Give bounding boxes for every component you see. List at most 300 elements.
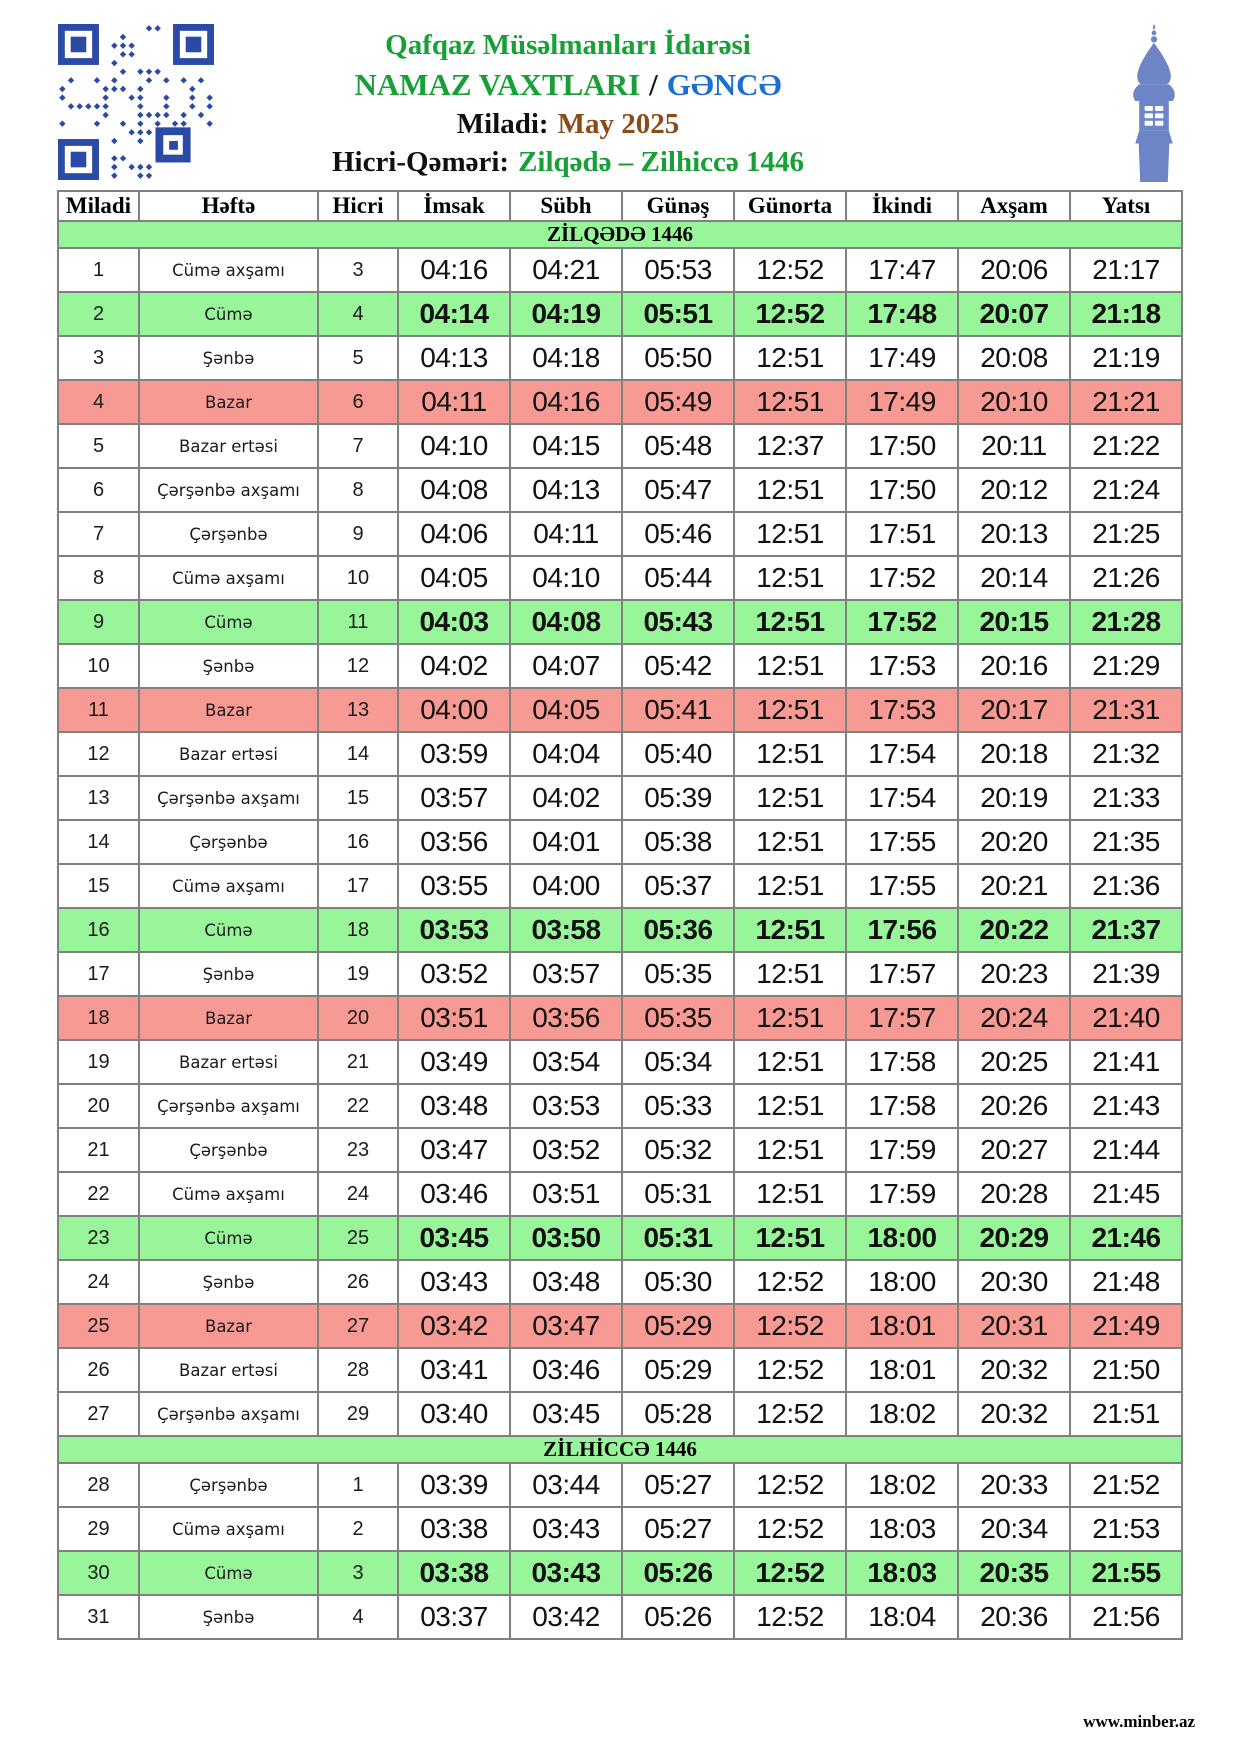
cell-hicri: 10 [318,556,398,600]
cell-miladi: 15 [58,864,139,908]
cell-ikindi: 18:03 [846,1507,958,1551]
cell-axsam: 20:32 [958,1392,1070,1436]
cell-yatsi: 21:40 [1070,996,1182,1040]
cell-miladi: 4 [58,380,139,424]
cell-hicri: 29 [318,1392,398,1436]
cell-subh: 04:05 [510,688,622,732]
cell-axsam: 20:34 [958,1507,1070,1551]
cell-imsak: 03:47 [398,1128,510,1172]
title-separator: / [649,67,658,102]
cell-hicri: 12 [318,644,398,688]
cell-gunorta: 12:37 [734,424,846,468]
cell-imsak: 04:14 [398,292,510,336]
cell-gunorta: 12:52 [734,1392,846,1436]
col-hicri: Hicri [318,191,398,221]
cell-hicri: 15 [318,776,398,820]
cell-weekday: Çərşənbə [139,512,318,556]
cell-miladi: 1 [58,248,139,292]
section-row [58,1436,1182,1463]
section-row [58,221,1182,248]
cell-subh: 04:11 [510,512,622,556]
cell-weekday: Bazar ertəsi [139,1040,318,1084]
cell-ikindi: 17:58 [846,1084,958,1128]
cell-gunorta: 12:52 [734,1463,846,1507]
cell-axsam: 20:13 [958,512,1070,556]
cell-hicri: 27 [318,1304,398,1348]
cell-subh: 04:01 [510,820,622,864]
section-title: ZİLHİCCƏ 1446 [58,1436,1182,1463]
cell-axsam: 20:33 [958,1463,1070,1507]
cell-axsam: 20:16 [958,644,1070,688]
cell-ikindi: 17:57 [846,952,958,996]
hicri-value: Zilqədə – Zilhiccə 1446 [518,146,805,178]
cell-gunes: 05:35 [622,952,734,996]
cell-yatsi: 21:37 [1070,908,1182,952]
cell-weekday: Çərşənbə axşamı [139,468,318,512]
cell-yatsi: 21:43 [1070,1084,1182,1128]
cell-gunorta: 12:52 [734,248,846,292]
cell-gunes: 05:26 [622,1551,734,1595]
day-row [58,1128,1182,1172]
cell-miladi: 11 [58,688,139,732]
cell-miladi: 5 [58,424,139,468]
cell-ikindi: 18:04 [846,1595,958,1639]
day-row [58,468,1182,512]
day-row [58,1507,1182,1551]
cell-ikindi: 17:47 [846,248,958,292]
day-row [58,732,1182,776]
cell-gunorta: 12:51 [734,820,846,864]
cell-hicri: 13 [318,688,398,732]
cell-miladi: 27 [58,1392,139,1436]
cell-yatsi: 21:52 [1070,1463,1182,1507]
cell-ikindi: 17:53 [846,644,958,688]
cell-weekday: Bazar ertəsi [139,732,318,776]
cell-weekday: Bazar [139,996,318,1040]
cell-gunes: 05:37 [622,864,734,908]
cell-hicri: 18 [318,908,398,952]
cell-yatsi: 21:22 [1070,424,1182,468]
cell-gunorta: 12:52 [734,1551,846,1595]
cell-ikindi: 17:50 [846,424,958,468]
cell-gunorta: 12:51 [734,556,846,600]
cell-subh: 03:48 [510,1260,622,1304]
miladi-label: Miladi: [456,108,549,140]
cell-imsak: 03:51 [398,996,510,1040]
cell-axsam: 20:36 [958,1595,1070,1639]
cell-ikindi: 17:51 [846,512,958,556]
cell-ikindi: 17:59 [846,1128,958,1172]
cell-miladi: 9 [58,600,139,644]
cell-imsak: 04:02 [398,644,510,688]
day-row [58,1348,1182,1392]
cell-weekday: Bazar ertəsi [139,1348,318,1392]
cell-miladi: 7 [58,512,139,556]
day-row [58,424,1182,468]
cell-ikindi: 17:48 [846,292,958,336]
cell-ikindi: 17:52 [846,556,958,600]
cell-ikindi: 17:56 [846,908,958,952]
cell-subh: 04:08 [510,600,622,644]
cell-ikindi: 17:50 [846,468,958,512]
cell-hicri: 3 [318,248,398,292]
cell-gunes: 05:27 [622,1463,734,1507]
cell-weekday: Şənbə [139,952,318,996]
cell-weekday: Çərşənbə [139,1128,318,1172]
cell-imsak: 03:49 [398,1040,510,1084]
cell-axsam: 20:21 [958,864,1070,908]
cell-ikindi: 17:55 [846,820,958,864]
col-hefte: Həftə [139,191,318,221]
cell-imsak: 04:11 [398,380,510,424]
cell-gunorta: 12:51 [734,864,846,908]
cell-axsam: 20:06 [958,248,1070,292]
cell-gunes: 05:32 [622,1128,734,1172]
cell-yatsi: 21:55 [1070,1551,1182,1595]
cell-gunorta: 12:52 [734,1304,846,1348]
cell-miladi: 12 [58,732,139,776]
cell-imsak: 03:41 [398,1348,510,1392]
day-row [58,380,1182,424]
cell-ikindi: 17:58 [846,1040,958,1084]
cell-ikindi: 18:02 [846,1463,958,1507]
cell-yatsi: 21:25 [1070,512,1182,556]
cell-weekday: Şənbə [139,1260,318,1304]
cell-yatsi: 21:32 [1070,732,1182,776]
cell-subh: 03:53 [510,1084,622,1128]
cell-imsak: 04:05 [398,556,510,600]
cell-ikindi: 17:55 [846,864,958,908]
cell-gunes: 05:30 [622,1260,734,1304]
cell-yatsi: 21:44 [1070,1128,1182,1172]
cell-gunes: 05:28 [622,1392,734,1436]
cell-subh: 04:15 [510,424,622,468]
cell-weekday: Cümə [139,1216,318,1260]
cell-yatsi: 21:24 [1070,468,1182,512]
cell-gunorta: 12:51 [734,996,846,1040]
col-subh: Sübh [510,191,622,221]
prayer-times-table [57,190,1183,1640]
cell-gunes: 05:38 [622,820,734,864]
cell-gunorta: 12:51 [734,688,846,732]
cell-weekday: Çərşənbə axşamı [139,1392,318,1436]
cell-gunorta: 12:51 [734,908,846,952]
day-row [58,1260,1182,1304]
cell-yatsi: 21:51 [1070,1392,1182,1436]
cell-weekday: Cümə axşamı [139,864,318,908]
cell-gunorta: 12:52 [734,1507,846,1551]
cell-hicri: 20 [318,996,398,1040]
cell-gunorta: 12:51 [734,776,846,820]
cell-miladi: 18 [58,996,139,1040]
cell-gunes: 05:39 [622,776,734,820]
cell-axsam: 20:26 [958,1084,1070,1128]
day-row [58,336,1182,380]
title-text: NAMAZ VAXTLARI [354,67,641,102]
cell-yatsi: 21:28 [1070,600,1182,644]
cell-hicri: 14 [318,732,398,776]
organization-title: Qafqaz Müsəlmanları İdarəsi [385,29,751,61]
cell-gunes: 05:34 [622,1040,734,1084]
day-row [58,1084,1182,1128]
cell-yatsi: 21:29 [1070,644,1182,688]
cell-miladi: 6 [58,468,139,512]
cell-yatsi: 21:33 [1070,776,1182,820]
cell-subh: 04:00 [510,864,622,908]
cell-imsak: 03:38 [398,1551,510,1595]
cell-yatsi: 21:56 [1070,1595,1182,1639]
cell-weekday: Bazar ertəsi [139,424,318,468]
cell-hicri: 21 [318,1040,398,1084]
cell-gunes: 05:46 [622,512,734,556]
cell-gunes: 05:26 [622,1595,734,1639]
cell-weekday: Cümə [139,600,318,644]
cell-gunes: 05:31 [622,1172,734,1216]
cell-ikindi: 17:49 [846,336,958,380]
cell-weekday: Çərşənbə [139,820,318,864]
cell-miladi: 30 [58,1551,139,1595]
cell-ikindi: 18:01 [846,1304,958,1348]
cell-axsam: 20:20 [958,820,1070,864]
cell-weekday: Çərşənbə [139,1463,318,1507]
cell-weekday: Çərşənbə axşamı [139,1084,318,1128]
cell-miladi: 16 [58,908,139,952]
day-row [58,556,1182,600]
cell-axsam: 20:08 [958,336,1070,380]
cell-subh: 03:47 [510,1304,622,1348]
cell-hicri: 2 [318,1507,398,1551]
cell-axsam: 20:32 [958,1348,1070,1392]
cell-ikindi: 17:52 [846,600,958,644]
cell-subh: 03:46 [510,1348,622,1392]
cell-subh: 03:44 [510,1463,622,1507]
cell-weekday: Şənbə [139,644,318,688]
cell-hicri: 9 [318,512,398,556]
cell-miladi: 28 [58,1463,139,1507]
cell-axsam: 20:29 [958,1216,1070,1260]
cell-imsak: 03:43 [398,1260,510,1304]
cell-miladi: 3 [58,336,139,380]
cell-weekday: Bazar [139,1304,318,1348]
cell-miladi: 25 [58,1304,139,1348]
cell-axsam: 20:30 [958,1260,1070,1304]
cell-ikindi: 18:00 [846,1216,958,1260]
cell-miladi: 21 [58,1128,139,1172]
website-link[interactable]: www.minber.az [1083,1712,1195,1731]
cell-hicri: 3 [318,1551,398,1595]
cell-axsam: 20:23 [958,952,1070,996]
cell-ikindi: 17:54 [846,776,958,820]
cell-miladi: 2 [58,292,139,336]
cell-miladi: 22 [58,1172,139,1216]
day-row [58,292,1182,336]
cell-axsam: 20:22 [958,908,1070,952]
cell-gunes: 05:50 [622,336,734,380]
cell-yatsi: 21:50 [1070,1348,1182,1392]
day-row [58,1304,1182,1348]
cell-imsak: 03:39 [398,1463,510,1507]
day-row [58,952,1182,996]
cell-ikindi: 17:59 [846,1172,958,1216]
cell-axsam: 20:15 [958,600,1070,644]
cell-ikindi: 17:54 [846,732,958,776]
cell-gunes: 05:53 [622,248,734,292]
cell-miladi: 19 [58,1040,139,1084]
cell-gunorta: 12:51 [734,1084,846,1128]
cell-miladi: 13 [58,776,139,820]
cell-subh: 03:43 [510,1507,622,1551]
cell-miladi: 26 [58,1348,139,1392]
cell-weekday: Cümə axşamı [139,1172,318,1216]
cell-gunes: 05:29 [622,1304,734,1348]
cell-yatsi: 21:48 [1070,1260,1182,1304]
cell-hicri: 8 [318,468,398,512]
city-name: GƏNCƏ [666,67,782,102]
cell-hicri: 16 [318,820,398,864]
header [0,26,1136,181]
cell-hicri: 28 [318,1348,398,1392]
cell-subh: 03:45 [510,1392,622,1436]
cell-axsam: 20:25 [958,1040,1070,1084]
cell-miladi: 31 [58,1595,139,1639]
cell-gunorta: 12:51 [734,380,846,424]
cell-yatsi: 21:35 [1070,820,1182,864]
cell-miladi: 29 [58,1507,139,1551]
cell-weekday: Çərşənbə axşamı [139,776,318,820]
cell-axsam: 20:18 [958,732,1070,776]
cell-weekday: Cümə [139,908,318,952]
cell-ikindi: 17:49 [846,380,958,424]
cell-yatsi: 21:41 [1070,1040,1182,1084]
cell-axsam: 20:14 [958,556,1070,600]
cell-miladi: 24 [58,1260,139,1304]
cell-yatsi: 21:21 [1070,380,1182,424]
cell-hicri: 7 [318,424,398,468]
cell-subh: 03:57 [510,952,622,996]
cell-ikindi: 17:53 [846,688,958,732]
cell-yatsi: 21:18 [1070,292,1182,336]
cell-miladi: 14 [58,820,139,864]
hicri-line [0,143,1136,181]
cell-gunes: 05:49 [622,380,734,424]
cell-subh: 03:54 [510,1040,622,1084]
hicri-label: Hicri-Qəməri: [331,146,510,178]
cell-imsak: 03:59 [398,732,510,776]
cell-hicri: 17 [318,864,398,908]
cell-subh: 03:52 [510,1128,622,1172]
cell-hicri: 5 [318,336,398,380]
cell-yatsi: 21:39 [1070,952,1182,996]
cell-weekday: Cümə axşamı [139,556,318,600]
cell-yatsi: 21:26 [1070,556,1182,600]
day-row [58,1392,1182,1436]
cell-weekday: Bazar [139,380,318,424]
cell-imsak: 03:45 [398,1216,510,1260]
cell-yatsi: 21:17 [1070,248,1182,292]
cell-imsak: 03:46 [398,1172,510,1216]
cell-weekday: Cümə [139,1551,318,1595]
cell-imsak: 03:40 [398,1392,510,1436]
cell-gunes: 05:44 [622,556,734,600]
cell-miladi: 10 [58,644,139,688]
cell-imsak: 04:03 [398,600,510,644]
cell-gunes: 05:33 [622,1084,734,1128]
cell-weekday: Cümə [139,292,318,336]
cell-weekday: Şənbə [139,1595,318,1639]
cell-gunes: 05:31 [622,1216,734,1260]
cell-gunes: 05:41 [622,688,734,732]
cell-axsam: 20:17 [958,688,1070,732]
cell-hicri: 4 [318,1595,398,1639]
cell-subh: 04:21 [510,248,622,292]
cell-axsam: 20:27 [958,1128,1070,1172]
cell-gunes: 05:29 [622,1348,734,1392]
day-row [58,688,1182,732]
day-row [58,600,1182,644]
timetable-body [58,221,1182,1639]
cell-gunes: 05:40 [622,732,734,776]
cell-ikindi: 18:00 [846,1260,958,1304]
cell-ikindi: 18:02 [846,1392,958,1436]
cell-imsak: 03:42 [398,1304,510,1348]
cell-axsam: 20:11 [958,424,1070,468]
cell-subh: 03:42 [510,1595,622,1639]
cell-imsak: 03:37 [398,1595,510,1639]
cell-hicri: 24 [318,1172,398,1216]
cell-gunorta: 12:52 [734,1348,846,1392]
cell-gunes: 05:42 [622,644,734,688]
cell-imsak: 03:56 [398,820,510,864]
cell-imsak: 04:10 [398,424,510,468]
cell-gunorta: 12:52 [734,1595,846,1639]
cell-gunorta: 12:52 [734,292,846,336]
cell-subh: 03:58 [510,908,622,952]
cell-yatsi: 21:46 [1070,1216,1182,1260]
cell-weekday: Şənbə [139,336,318,380]
cell-gunorta: 12:51 [734,732,846,776]
cell-weekday: Bazar [139,688,318,732]
day-row [58,1216,1182,1260]
col-yatsi: Yatsı [1070,191,1182,221]
cell-yatsi: 21:53 [1070,1507,1182,1551]
cell-miladi: 23 [58,1216,139,1260]
day-row [58,820,1182,864]
cell-yatsi: 21:45 [1070,1172,1182,1216]
day-row [58,1595,1182,1639]
cell-gunorta: 12:51 [734,600,846,644]
cell-gunorta: 12:51 [734,336,846,380]
cell-imsak: 04:13 [398,336,510,380]
cell-imsak: 04:06 [398,512,510,556]
cell-weekday: Cümə axşamı [139,248,318,292]
cell-hicri: 11 [318,600,398,644]
cell-yatsi: 21:31 [1070,688,1182,732]
day-row [58,512,1182,556]
cell-gunorta: 12:51 [734,1128,846,1172]
col-gunorta: Günorta [734,191,846,221]
cell-gunorta: 12:52 [734,1260,846,1304]
cell-hicri: 1 [318,1463,398,1507]
cell-yatsi: 21:19 [1070,336,1182,380]
cell-imsak: 03:38 [398,1507,510,1551]
cell-hicri: 22 [318,1084,398,1128]
day-row [58,1551,1182,1595]
cell-subh: 04:07 [510,644,622,688]
day-row [58,776,1182,820]
cell-hicri: 23 [318,1128,398,1172]
section-title: ZİLQƏDƏ 1446 [58,221,1182,248]
cell-ikindi: 18:01 [846,1348,958,1392]
